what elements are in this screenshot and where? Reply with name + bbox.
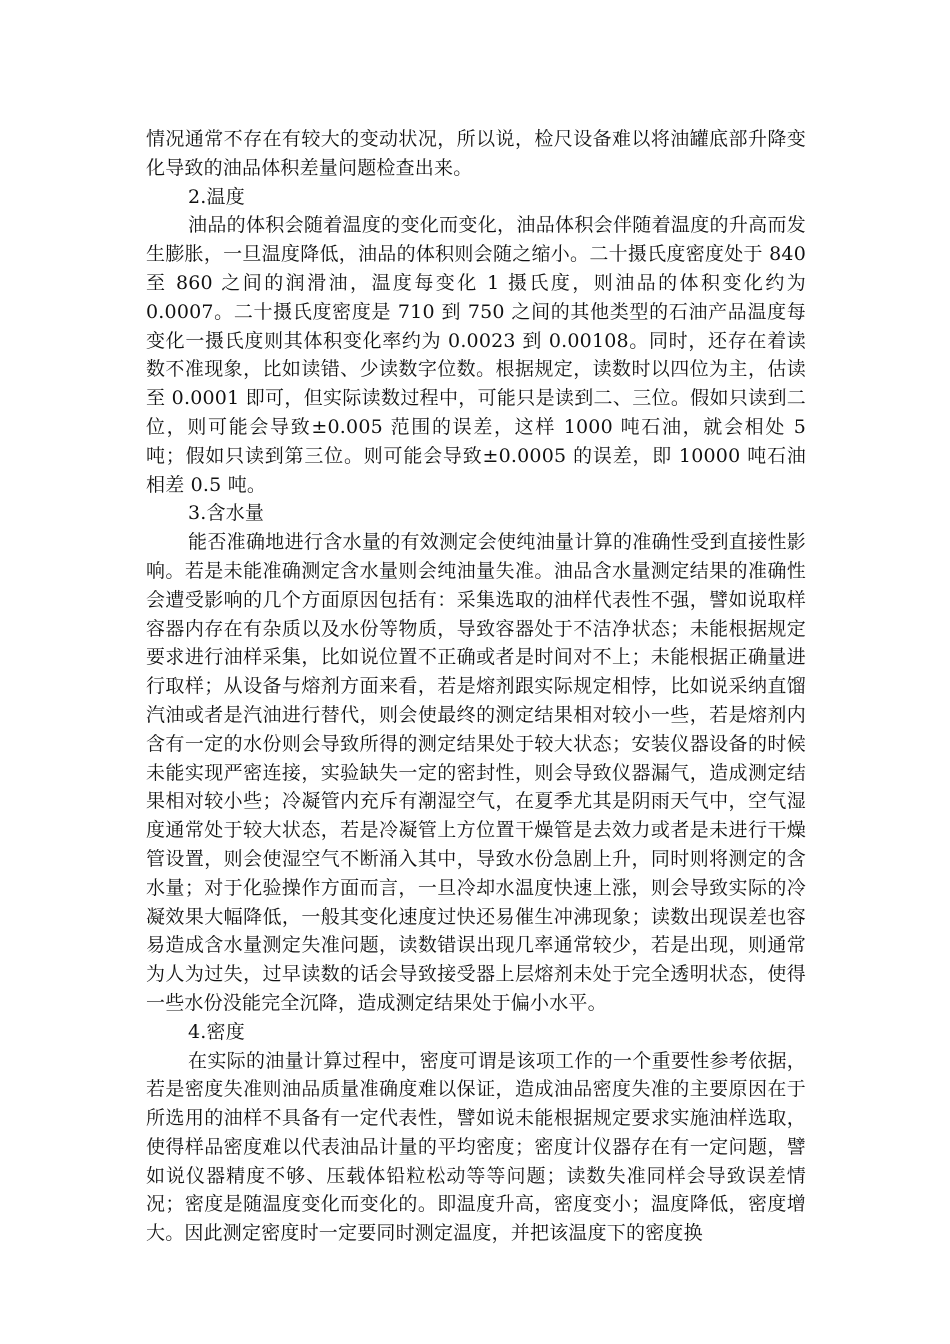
continuation-paragraph: 情况通常不存在有较大的变动状况，所以说，检尺设备难以将油罐底部升降变化导致的油品体积差量问题检查出来。 bbox=[146, 128, 806, 179]
section-density bbox=[146, 1018, 806, 1248]
section-water-content bbox=[146, 499, 806, 1017]
section-heading: 3.含水量 bbox=[188, 502, 265, 525]
section-heading: 4.密度 bbox=[188, 1020, 245, 1043]
section-heading: 2.温度 bbox=[188, 185, 245, 208]
section-paragraph: 能否准确地进行含水量的有效测定会使纯油量计算的准确性受到直接性影响。若是未能准确测定含水量则会纯油量失准。油品含水量测定结果的准确性会遭受影响的几个方面原因包括有：采集选取的油样代表性不强，譬如说取样容器内存在有杂质以及水份等物质，导致容器处于不洁净状态；未能根据规定要求进行油样采集，比如说位置不正确或者是时间对不上；未能根据正确量进行取样；从设备与熔剂方面来看，若是熔剂跟实际规定相悖，比如说采纳直馏汽油或者是汽油进行替代，则会使最终的测定结果相对较小一些，若是熔剂内含有一定的水份则会导致所得的测定结果处于较大状态；安装仪器设备的时候未能实现严密连接，实验缺失一定的密封性，则会导致仪器漏气，造成测定结果相对较小些；冷凝管内充斥有潮湿空气，在夏季尤其是阴雨天气中，空气湿度通常处于较大状态，若是冷凝管上方位置干燥管是去效力或者是未进行干燥管设置，则会使湿空气不断涌入其中，导致水份急剧上升，同时则将测定的含水量；对于化验操作方面而言，一旦冷却水温度快速上涨，则会导致实际的冷凝效果大幅降低，一般其变化速度过快还易催生冲沸现象；读数出现误差也容易造成含水量测定失准问题，读数错误出现几率通常较少，若是出现，则通常为人为过失，过早读数的话会导致接受器上层熔剂未处于完全透明状态，使得一些水份没能完全沉降，造成测定结果处于偏小水平。 bbox=[146, 531, 806, 1014]
section-temperature bbox=[146, 183, 806, 500]
section-paragraph: 在实际的油量计算过程中，密度可谓是该项工作的一个重要性参考依据，若是密度失准则油品质量准确度难以保证，造成油品密度失准的主要原因在于所选用的油样不具备有一定代表性，譬如说未能根据规定要求实施油样选取，使得样品密度难以代表油品计量的平均密度；密度计仪器存在有一定问题，譬如说仪器精度不够、压载体铅粒松动等等问题；读数失准同样会导致误差情况；密度是随温度变化而变化的。即温度升高，密度变小；温度降低，密度增大。因此测定密度时一定要同时测定温度，并把该温度下的密度换 bbox=[146, 1049, 806, 1245]
section-paragraph: 油品的体积会随着温度的变化而变化，油品体积会伴随着温度的升高而发生膨胀，一旦温度降低，油品的体积则会随之缩小。二十摄氏度密度处于 840 至 860 之间的润滑油，温度每变化 1 摄氏度，则油品的体积变化约为 0.0007。二十摄氏度密度是 710 到 750 之间的其他类型的石油产品温度每变化一摄氏度则其体积变化率约为 0.0023 到 0.00108。同时，还存在着读数不准现象，比如读错、少读数字位数。根据规定，读数时以四位为主，估读至 0.0001 即可，但实际读数过程中，可能只是读到二、三位。假如只读到二位，则可能会导致±0.005 范围的误差，这样 1000 吨石油，就会相处 5 吨；假如只读到第三位。则可能会导致±0.0005 的误差，即 10000 吨石油相差 0.5 吨。 bbox=[146, 214, 806, 496]
document-page bbox=[146, 125, 806, 1248]
